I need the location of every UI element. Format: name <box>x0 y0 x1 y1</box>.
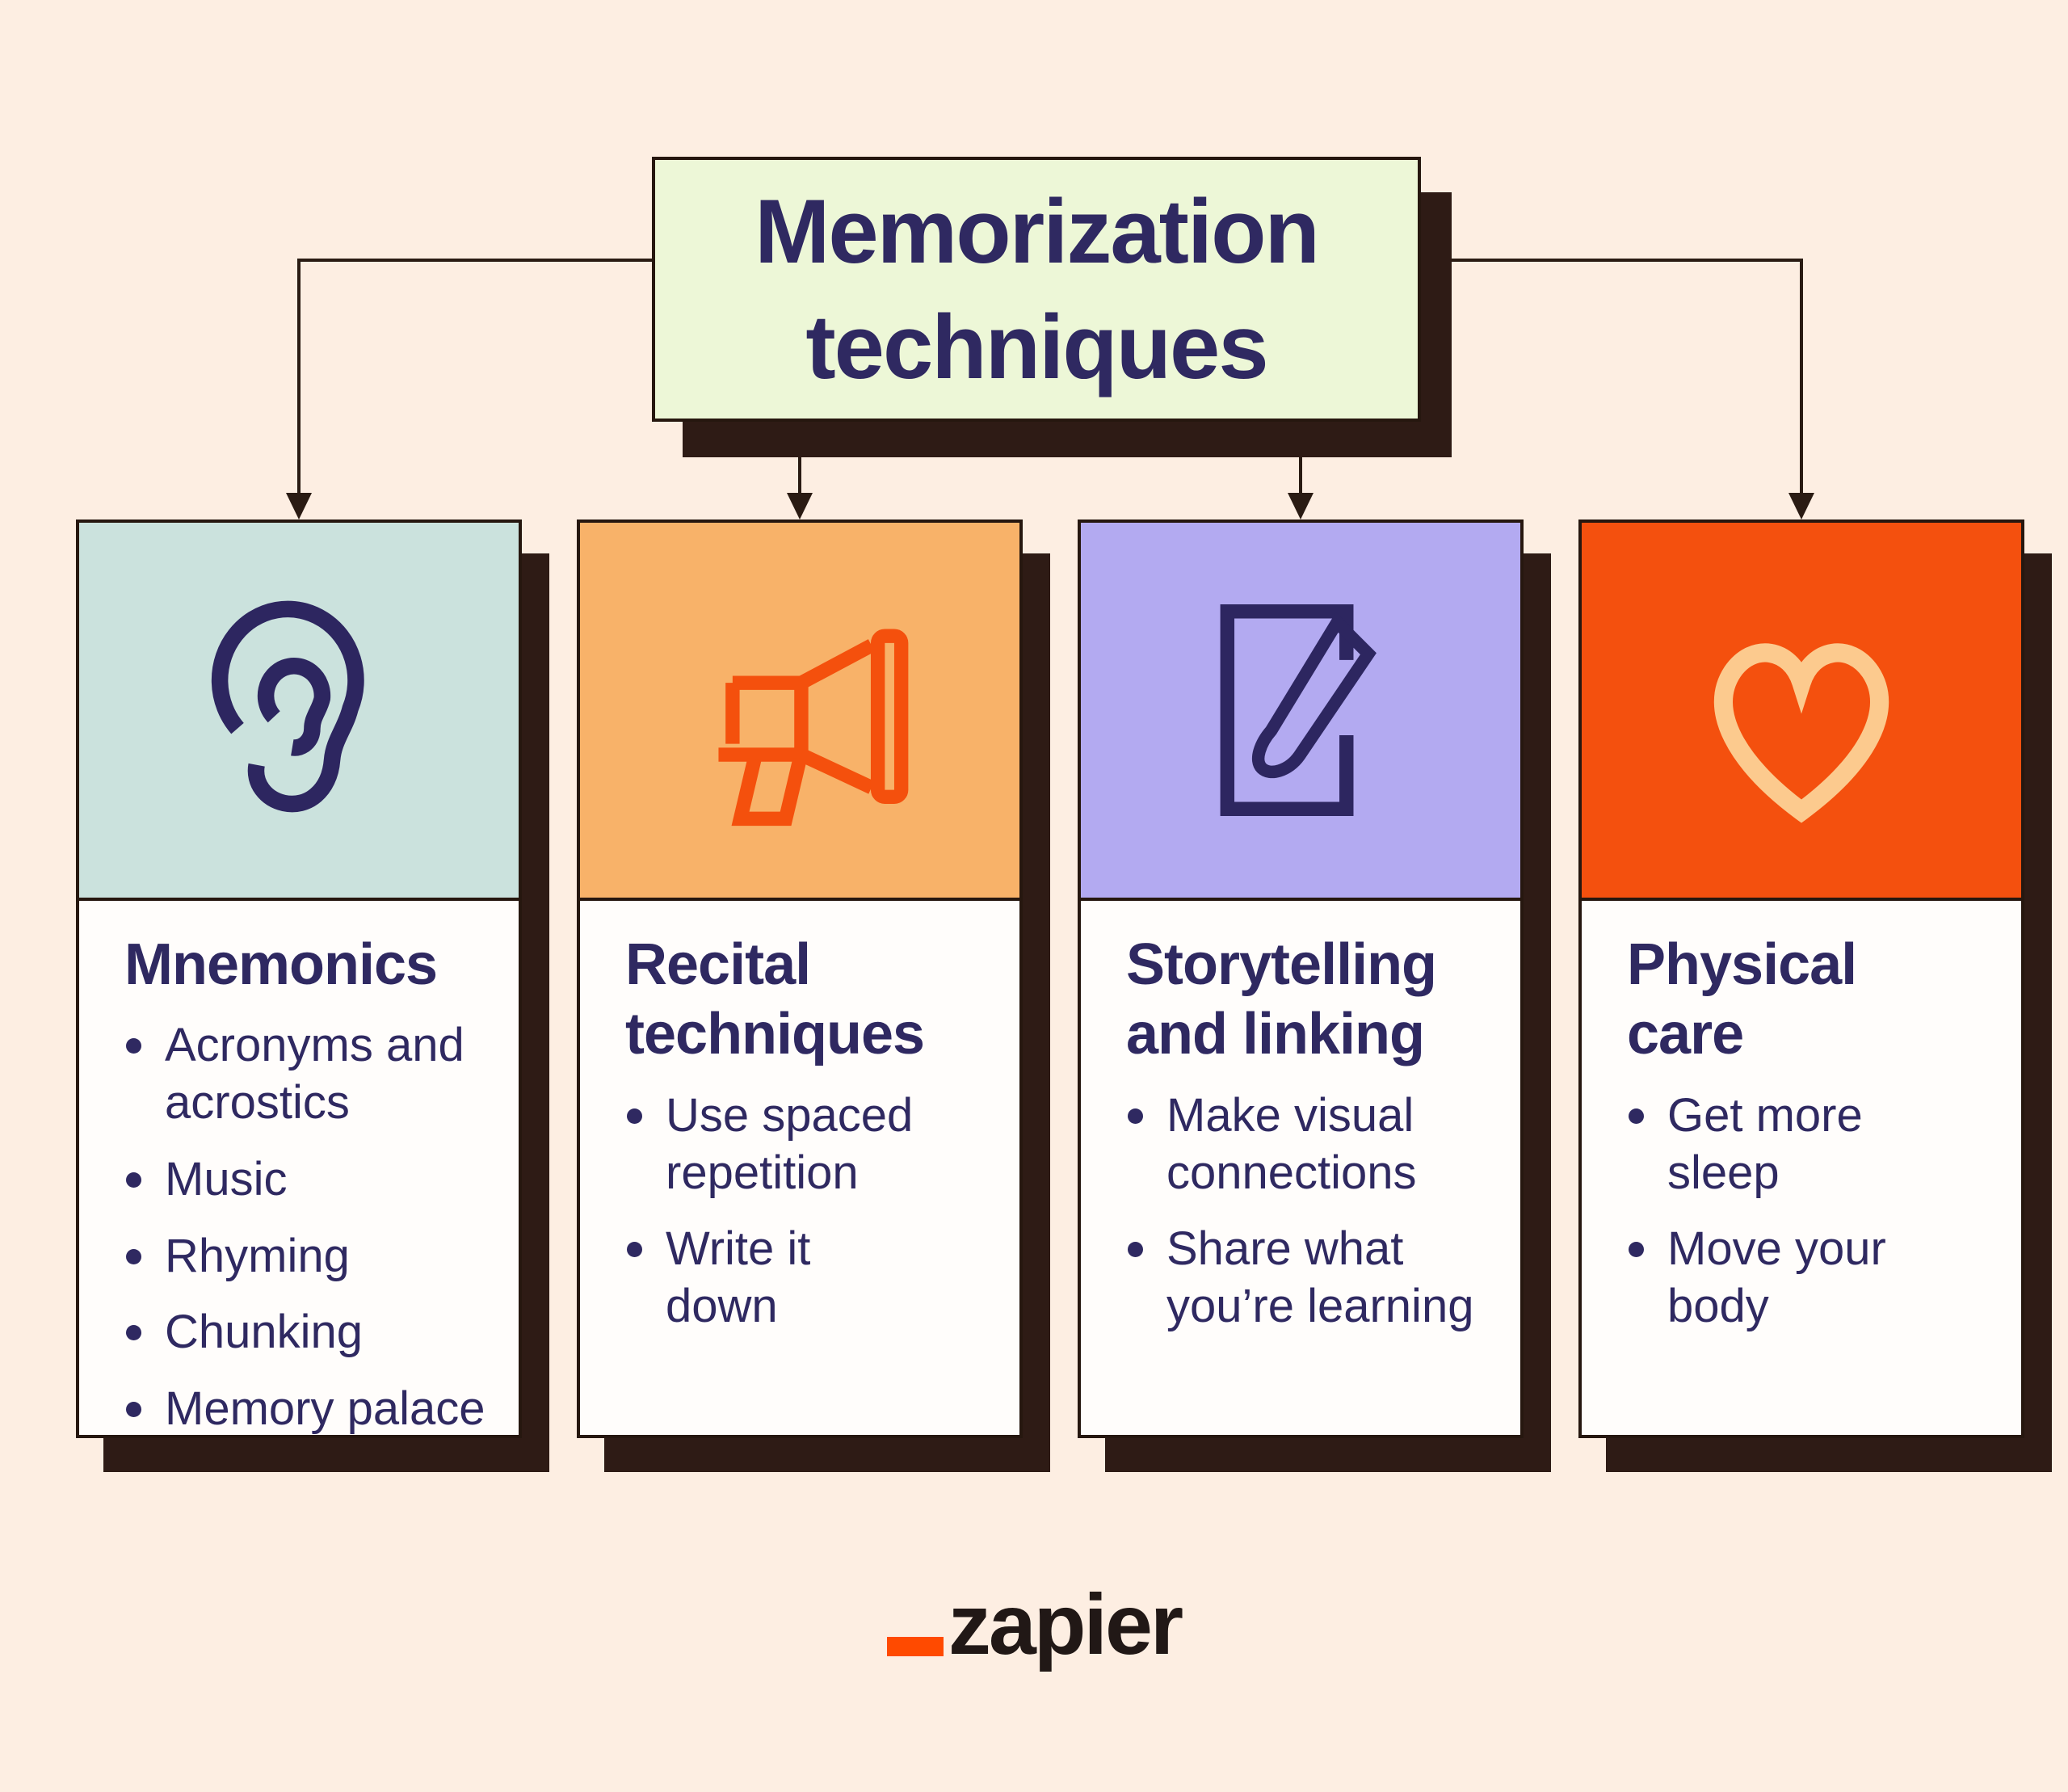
card-header <box>79 523 519 901</box>
heart-icon <box>1668 581 1935 839</box>
bullet-item: Get more sleep <box>1627 1087 1994 1202</box>
card-header <box>1582 523 2021 901</box>
bullet-item: Share what you’re learning <box>1126 1221 1493 1336</box>
card-bullet-list <box>1126 1087 1493 1336</box>
megaphone-icon <box>683 589 917 831</box>
card-bullet-list <box>124 1017 491 1438</box>
bullet-item: Use spaced repetition <box>625 1087 992 1202</box>
arrowhead-icon <box>1288 493 1314 520</box>
card-bullet-list <box>1627 1087 1994 1336</box>
arrowhead-icon <box>286 493 312 520</box>
page-title-line-1: Memorization <box>754 180 1318 282</box>
card-body <box>79 901 519 1438</box>
card-mnemonics <box>76 520 522 1438</box>
page-title-line-2: techniques <box>805 297 1267 398</box>
card-body <box>1582 901 2021 1336</box>
arrowhead-icon <box>1788 493 1814 520</box>
card-body <box>1081 901 1520 1336</box>
ear-icon <box>208 586 390 835</box>
bullet-item: Make visual connections <box>1126 1087 1493 1202</box>
title-box <box>652 157 1421 422</box>
zapier-underscore-icon <box>887 1637 944 1656</box>
bullet-item: Acronyms and acrostics <box>124 1017 491 1132</box>
card-bullet-list <box>625 1087 992 1336</box>
connector-right <box>1415 260 1801 494</box>
card-title: Mnemonics <box>124 932 438 997</box>
card-body <box>580 901 1019 1336</box>
bullet-item: Chunking <box>124 1304 491 1361</box>
card-title: Recital techniques <box>625 932 925 1067</box>
bullet-item: Move your body <box>1627 1221 1994 1336</box>
arrowhead-icon <box>787 493 813 520</box>
bullet-item: Rhyming <box>124 1228 491 1285</box>
card-physical-care <box>1578 520 2024 1438</box>
footer-logo <box>0 1577 2068 1672</box>
zapier-wordmark: zapier <box>948 1577 1182 1672</box>
connector-left <box>299 260 658 494</box>
pencil-paper-icon <box>1183 577 1419 843</box>
card-recital-techniques <box>577 520 1023 1438</box>
card-title: Storytelling and linking <box>1126 932 1437 1067</box>
card-header <box>1081 523 1520 901</box>
card-header <box>580 523 1019 901</box>
bullet-item: Write it down <box>625 1221 992 1336</box>
bullet-item: Music <box>124 1151 491 1209</box>
bullet-item: Memory palace <box>124 1381 491 1438</box>
card-storytelling-and-linking <box>1078 520 1524 1438</box>
card-title: Physical care <box>1627 932 1857 1067</box>
